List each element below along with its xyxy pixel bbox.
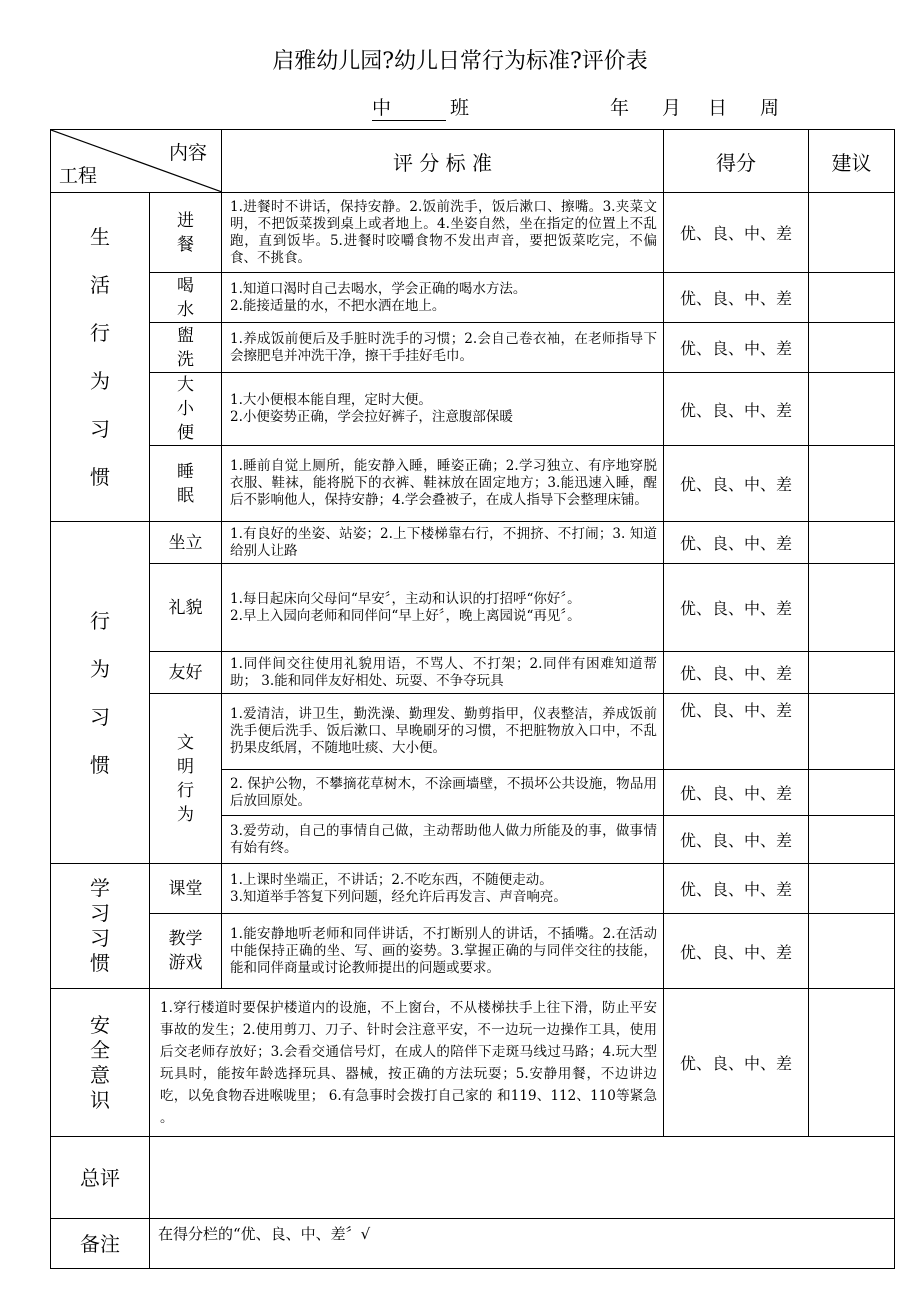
sub-item-cell	[150, 564, 222, 652]
category-cell	[51, 522, 150, 864]
sub-item-label: 睡 眠	[177, 461, 194, 506]
criteria-cell: 1.穿行楼道时要保护楼道内的设施，不上窗台，不从楼梯扶手上往下滑，防止平安事故的发生；2.使用剪刀、刀子、针时会注意平安，不一边玩一边操作工具，使用后交老师存放好；3.会看交通信号灯，在成人的陪伴下走斑马线过马路；4.玩大型玩具时，能按年龄选择玩具、器械，按正确的方法玩耍；5.安静用餐，不边讲边吃，以免食物吞进喉咙里； 6.有急事时会拨打自己家的 和119、112、110等紧急 。	[150, 989, 664, 1137]
remark-text: 在得分栏的“优、良、中、差〞√	[150, 1219, 895, 1269]
score-cell[interactable]: 优、良、中、差	[664, 864, 809, 914]
table-row	[51, 446, 895, 522]
sub-item-cell	[150, 273, 222, 323]
table-row	[51, 193, 895, 273]
sub-item-cell	[150, 446, 222, 522]
evaluation-table	[50, 129, 895, 1269]
summary-input-cell[interactable]	[150, 1137, 895, 1219]
score-cell[interactable]: 优、良、中、差	[664, 816, 809, 864]
sub-item-label: 文 明 行 为	[177, 732, 194, 825]
sub-item-cell	[150, 522, 222, 564]
suggestion-cell[interactable]	[809, 864, 895, 914]
summary-row	[51, 1137, 895, 1219]
page-title: 启雅幼儿园?幼儿日常行为标准?评价表	[272, 49, 648, 74]
suggestion-cell[interactable]	[809, 273, 895, 323]
table-row	[51, 864, 895, 914]
remark-row	[51, 1219, 895, 1269]
header-suggestion: 建议	[809, 130, 895, 193]
summary-label: 总评	[51, 1137, 150, 1219]
suggestion-cell[interactable]	[809, 816, 895, 864]
table-row	[51, 522, 895, 564]
criteria-cell: 1.能安静地听老师和同伴讲话，不打断别人的讲话，不插嘴。2.在活动中能保持正确的坐、写、画的姿势。3.掌握正确的与同伴交往的技能，能和同伴商量或讨论教师提出的问题或要求。	[222, 914, 664, 989]
criteria-cell: 1.进餐时不讲话，保持安静。2.饭前洗手，饭后漱口、擦嘴。3.夹菜文明，不把饭菜拨到桌上或者地上。4.坐姿自然，坐在指定的位置上不乱跑，直到饭毕。5.进餐时咬嚼食物不发出声音，要把饭菜吃完，不偏食、不挑食。	[222, 193, 664, 273]
year-label: 年	[610, 97, 630, 119]
header-project: 工程	[59, 165, 98, 187]
sub-item-cell	[150, 652, 222, 694]
suggestion-cell[interactable]	[809, 914, 895, 989]
header-score: 得分	[664, 130, 809, 193]
criteria-cell: 3.爱劳动，自己的事情自己做，主动帮助他人做力所能及的事，做事情有始有终。	[222, 816, 664, 864]
sub-item-label: 教学 游戏	[168, 929, 203, 973]
sub-item-label: 课堂	[168, 878, 203, 899]
header-content: 内容	[168, 142, 207, 164]
suggestion-cell[interactable]	[809, 446, 895, 522]
table-header-row	[51, 130, 895, 193]
suggestion-cell[interactable]	[809, 373, 895, 446]
sub-item-cell	[150, 193, 222, 273]
score-cell[interactable]: 优、良、中、差	[664, 522, 809, 564]
sub-item-cell	[150, 694, 222, 864]
score-cell[interactable]: 优、良、中、差	[664, 323, 809, 373]
criteria-cell: 1.知道口渴时自己去喝水，学会正确的喝水方法。 2.能接适量的水，不把水洒在地上。	[222, 273, 664, 323]
score-cell[interactable]: 优、良、中、差	[664, 446, 809, 522]
header-criteria: 评 分 标 准	[222, 130, 664, 193]
table-row	[51, 914, 895, 989]
class-word: 班	[450, 97, 470, 119]
score-cell[interactable]: 优、良、中、差	[664, 914, 809, 989]
table-row	[51, 564, 895, 652]
table-row	[51, 989, 895, 1137]
criteria-cell: 1.大小便根本能自理，定时大便。 2.小便姿势正确，学会拉好裤子，注意腹部保暖	[222, 373, 664, 446]
score-cell[interactable]: 优、良、中、差	[664, 694, 809, 770]
suggestion-cell[interactable]	[809, 323, 895, 373]
sub-item-label: 坐立	[168, 532, 203, 553]
criteria-cell: 1.每日起床向父母问“早安〞，主动和认识的打招呼“你好〞。 2.早上入园向老师和同伴问“早上好〞，晚上离园说“再见〞。	[222, 564, 664, 652]
day-label: 日	[708, 97, 728, 119]
suggestion-cell[interactable]	[809, 193, 895, 273]
category-label: 学 习 习 惯	[90, 876, 110, 975]
remark-label: 备注	[51, 1219, 150, 1269]
suggestion-cell[interactable]	[809, 564, 895, 652]
score-cell[interactable]: 优、良、中、差	[664, 273, 809, 323]
month-label: 月	[662, 97, 682, 119]
sub-item-cell	[150, 864, 222, 914]
category-label: 生 活 行 为 习 惯	[90, 225, 110, 489]
sub-item-label: 礼貌	[168, 597, 203, 618]
sub-item-cell	[150, 323, 222, 373]
criteria-cell: 2. 保护公物，不攀摘花草树木，不涂画墙壁，不损坏公共设施，物品用后放回原处。	[222, 770, 664, 816]
suggestion-cell[interactable]	[809, 989, 895, 1137]
table-row	[51, 373, 895, 446]
score-cell[interactable]: 优、良、中、差	[664, 989, 809, 1137]
score-cell[interactable]: 优、良、中、差	[664, 564, 809, 652]
criteria-cell: 1.睡前自觉上厕所，能安静入睡，睡姿正确；2.学习独立、有序地穿脱衣服、鞋袜，能将脱下的衣裤、鞋袜放在固定地方；3.能迅速入睡，醒后不影响他人，保持安静；4.学会叠被子，在成人指导下会整理床铺。	[222, 446, 664, 522]
sub-item-label: 进 餐	[177, 210, 194, 255]
category-cell	[51, 864, 150, 989]
week-label: 周	[760, 97, 780, 119]
class-name-field[interactable]: 中	[372, 93, 446, 121]
class-date-line	[0, 93, 920, 121]
score-cell[interactable]: 优、良、中、差	[664, 652, 809, 694]
sub-item-cell	[150, 914, 222, 989]
score-cell[interactable]: 优、良、中、差	[664, 770, 809, 816]
diagonal-header-cell	[51, 130, 222, 193]
criteria-cell: 1.养成饭前便后及手脏时洗手的习惯；2.会自己卷衣袖，在老师指导下会擦肥皂并冲洗干净，擦干手挂好毛巾。	[222, 323, 664, 373]
table-row	[51, 652, 895, 694]
sub-item-cell	[150, 373, 222, 446]
criteria-cell: 1.有良好的坐姿、站姿；2.上下楼梯靠右行，不拥挤、不打闹；3. 知道给别人让路	[222, 522, 664, 564]
category-cell	[51, 193, 150, 522]
suggestion-cell[interactable]	[809, 770, 895, 816]
sub-item-label: 大 小 便	[177, 375, 194, 443]
category-label: 安 全 意 识	[90, 1012, 110, 1112]
criteria-cell: 1.爱清洁，讲卫生，勤洗澡、勤理发、勤剪指甲，仪表整洁，养成饭前洗手便后洗手、饭后漱口、早晚刷牙的习惯，不把脏物放入口中，不乱扔果皮纸屑，不随地吐痰、大小便。	[222, 694, 664, 770]
suggestion-cell[interactable]	[809, 652, 895, 694]
sub-item-label: 友好	[168, 662, 203, 683]
criteria-cell: 1.上课时坐端正，不讲话；2.不吃东西，不随便走动。 3.知道举手答复下列问题，经允许后再发言、声音响亮。	[222, 864, 664, 914]
table-row	[51, 323, 895, 373]
sub-item-label: 喝 水	[177, 275, 194, 320]
score-cell[interactable]: 优、良、中、差	[664, 373, 809, 446]
suggestion-cell[interactable]	[809, 522, 895, 564]
criteria-cell: 1.同伴间交往使用礼貌用语，不骂人、不打架；2.同伴有困难知道帮助； 3.能和同伴友好相处、玩耍、不争夺玩具	[222, 652, 664, 694]
suggestion-cell[interactable]	[809, 694, 895, 770]
sub-item-label: 盥 洗	[177, 325, 194, 370]
category-label: 行 为 习 惯	[90, 608, 110, 777]
table-row	[51, 273, 895, 323]
table-row	[51, 694, 895, 770]
category-cell	[51, 989, 150, 1137]
score-cell[interactable]: 优、良、中、差	[664, 193, 809, 273]
